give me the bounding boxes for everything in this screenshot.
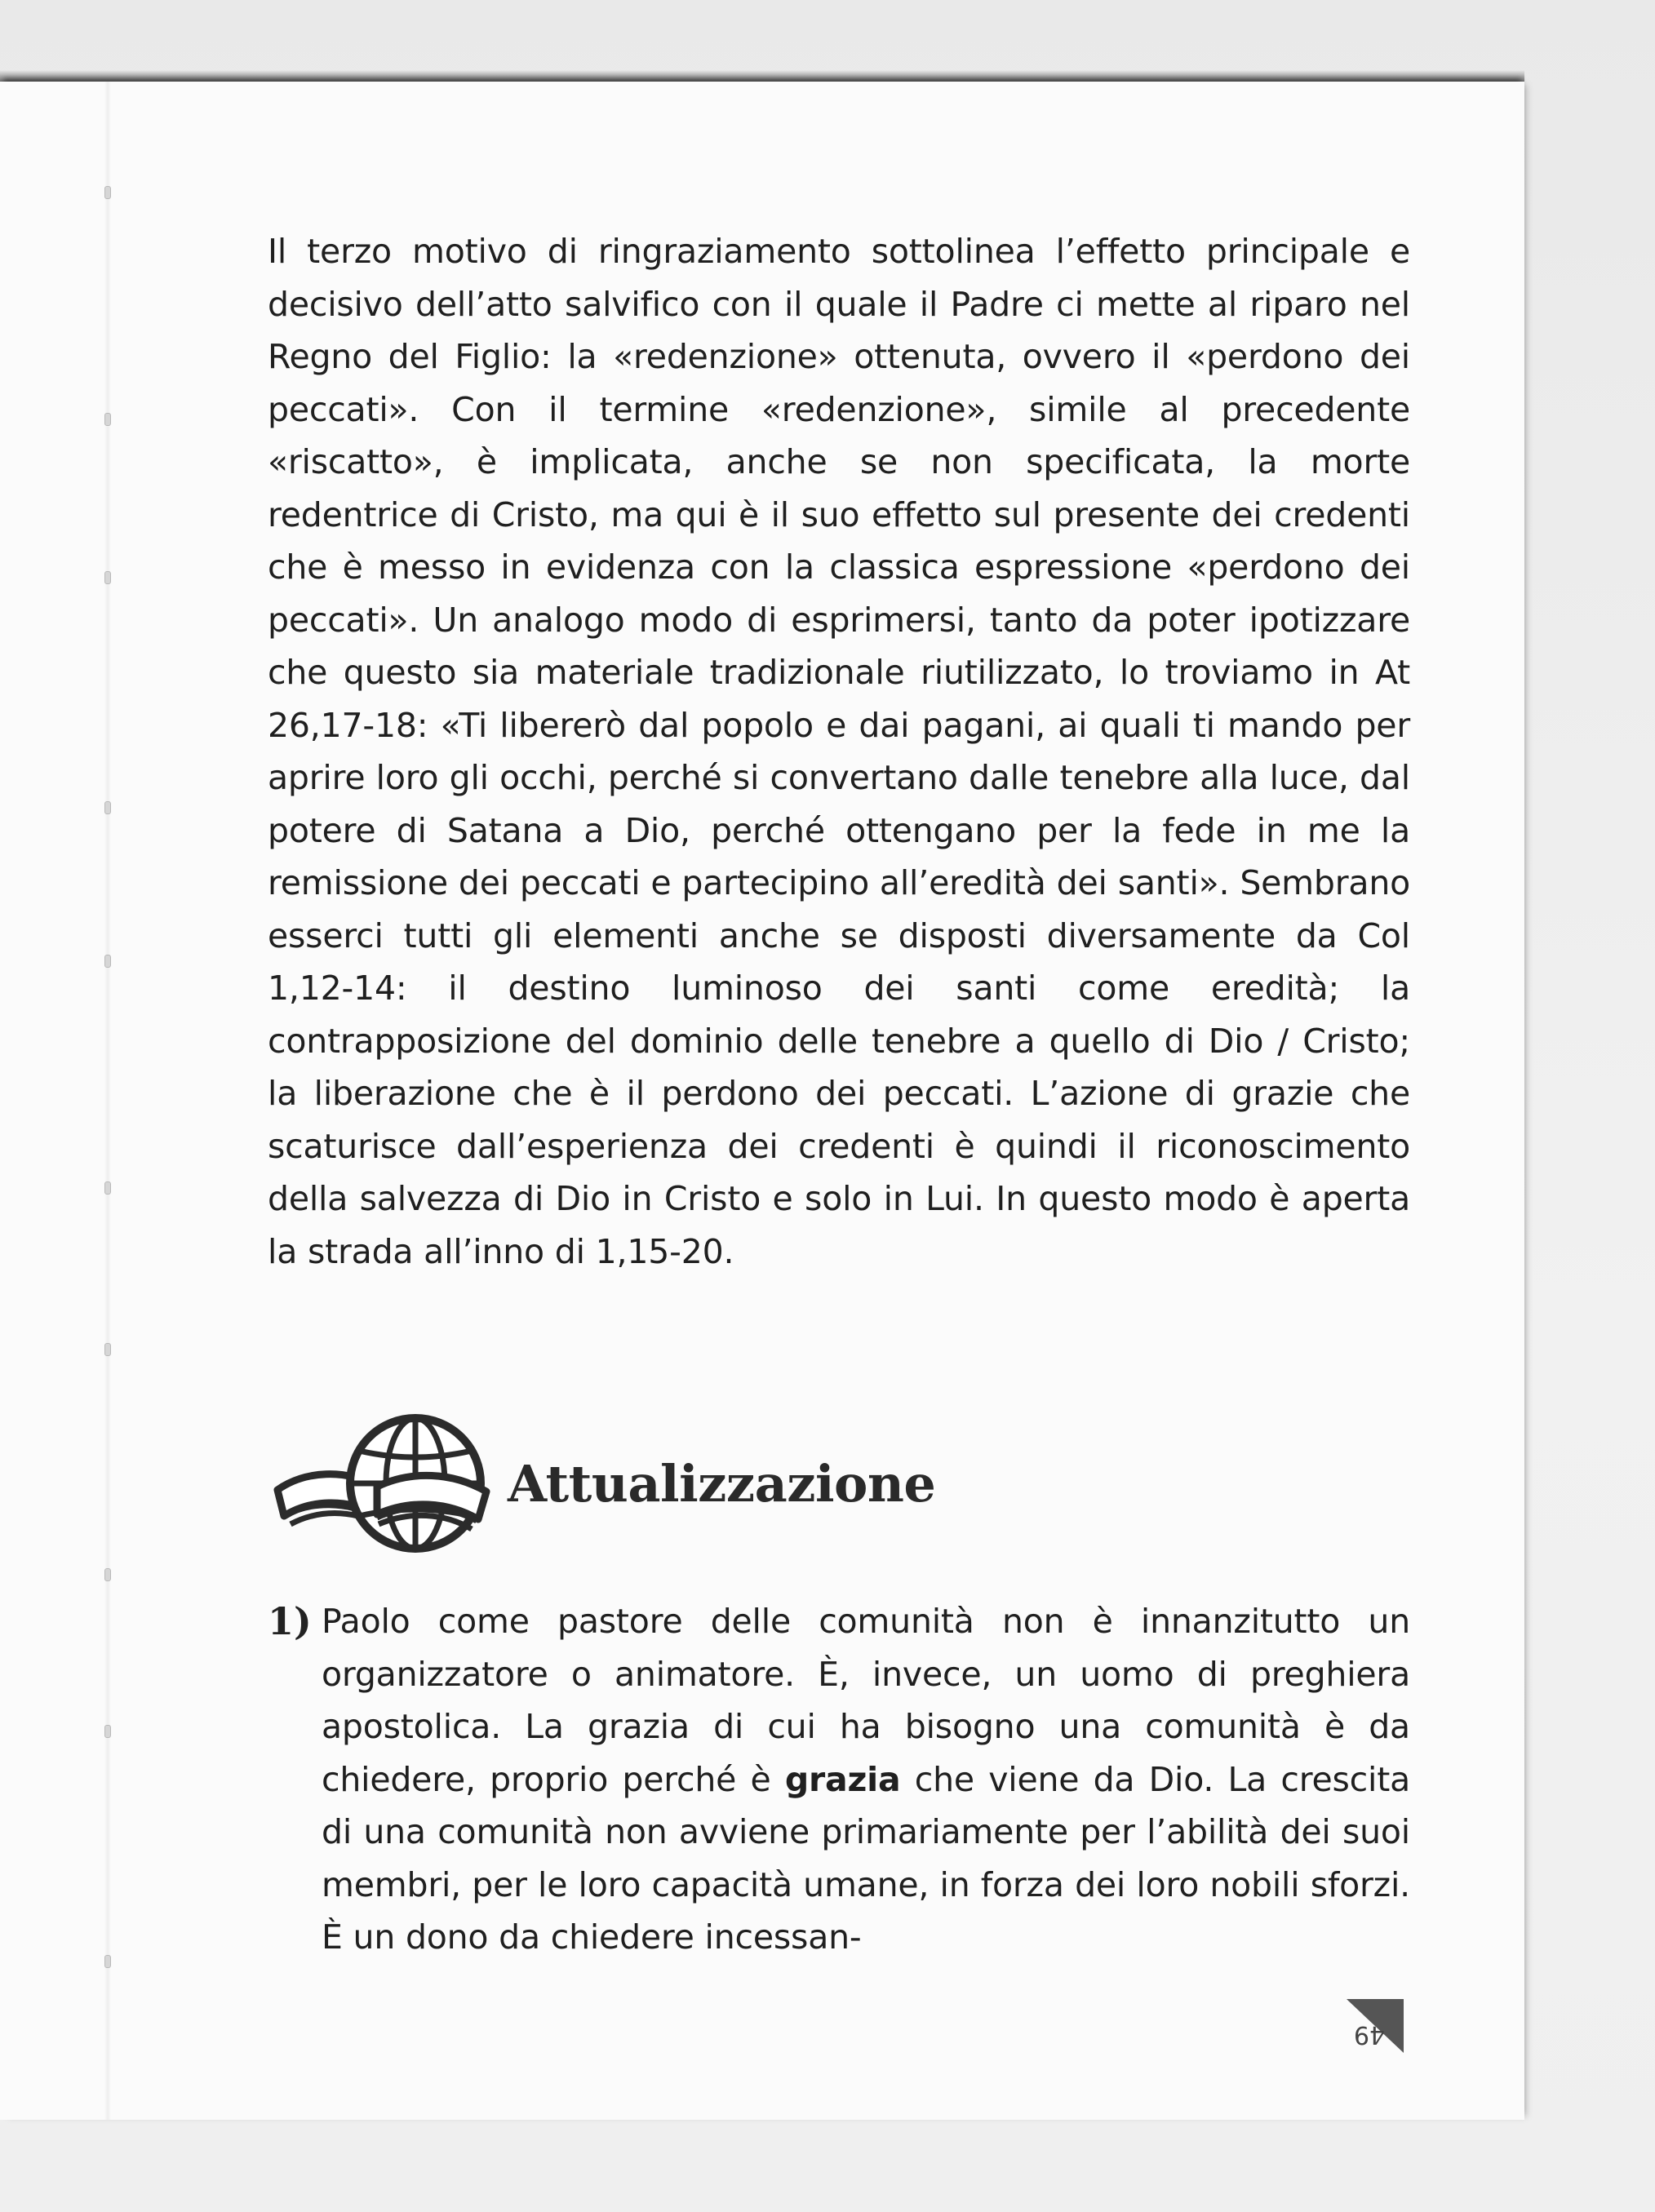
binding-stitch xyxy=(104,1181,111,1195)
section-heading xyxy=(273,1402,1007,1557)
binding-stitch xyxy=(104,1955,111,1968)
list-item-number: 1) xyxy=(268,1599,312,1643)
body-paragraph: Il terzo motivo di ringraziamento sottolinea l’effetto principale e decisivo dell’atto salvifico con il quale il Padre ci mette al riparo nel Regno del Figlio: la «redenzione» ottenuta, ovvero il «perdono dei peccati». Con il termine «redenzione», simile al precedente «riscatto», è implicata, anche se non specificata, la morte redentrice di Cristo, ma qui è il suo effetto sul presente dei credenti che è messo in evidenza con la classica espressione «perdono dei peccati». Un analogo modo di esprimersi, tanto da poter ipotizzare che questo sia materiale tradizionale riutilizzato, lo troviamo in At 26,17-18: «Ti libererò dal popolo e dai pagani, ai quali ti mando per aprire loro gli occhi, perché si convertano dalle tenebre alla luce, dal potere di Satana a Dio, perché ottengano per la fede in me la remissione dei peccati e partecipino all’eredità dei santi». Sembrano esserci tutti gli elementi anche se disposti diversamente da Col 1,12-14: il destino luminoso dei santi come eredità; la contrapposizione del dominio delle tenebre a quello di Dio / Cristo; la liberazione che è il perdono dei peccati. L’azione di grazie che scaturisce dall’esperienza dei credenti è quindi il riconoscimento della salvezza di Dio in Cristo e solo in Lui. In questo modo è aperta la strada all’inno di 1,15-20. xyxy=(268,232,1410,1271)
list-item-text-start: Paolo come pastore delle comunità non è innanzitutto un organizzatore o animatore. È, invece, un uomo di preghiera apostolica. La grazia di cui ha bisogno una comunità è da chiedere, proprio perché è xyxy=(322,1602,1410,1799)
binding-stitch xyxy=(104,1725,111,1738)
binding-stitch xyxy=(104,571,111,584)
page-number: 49 xyxy=(1353,2020,1386,2049)
binding-stitch xyxy=(104,186,111,199)
body-text-block xyxy=(268,225,1410,1278)
list-item-text-end: che viene da Dio. La crescita di una comunità non avviene primariamente per l’abilità dei suoi membri, per le loro capacità umane, in forza dei loro nobili sforzi. È un dono da chiedere incessan- xyxy=(322,1759,1410,1957)
emphasis-word: grazia xyxy=(784,1759,901,1799)
book-globe-icon xyxy=(273,1402,509,1557)
list-item-text xyxy=(322,1595,1410,1964)
binding-stitch xyxy=(104,801,111,814)
page-binding-fold xyxy=(104,82,111,2120)
section-title: Attualizzazione xyxy=(508,1454,936,1514)
binding-stitch xyxy=(104,413,111,426)
binding-stitch xyxy=(104,1568,111,1581)
binding-stitch xyxy=(104,955,111,968)
binding-stitch xyxy=(104,1343,111,1356)
